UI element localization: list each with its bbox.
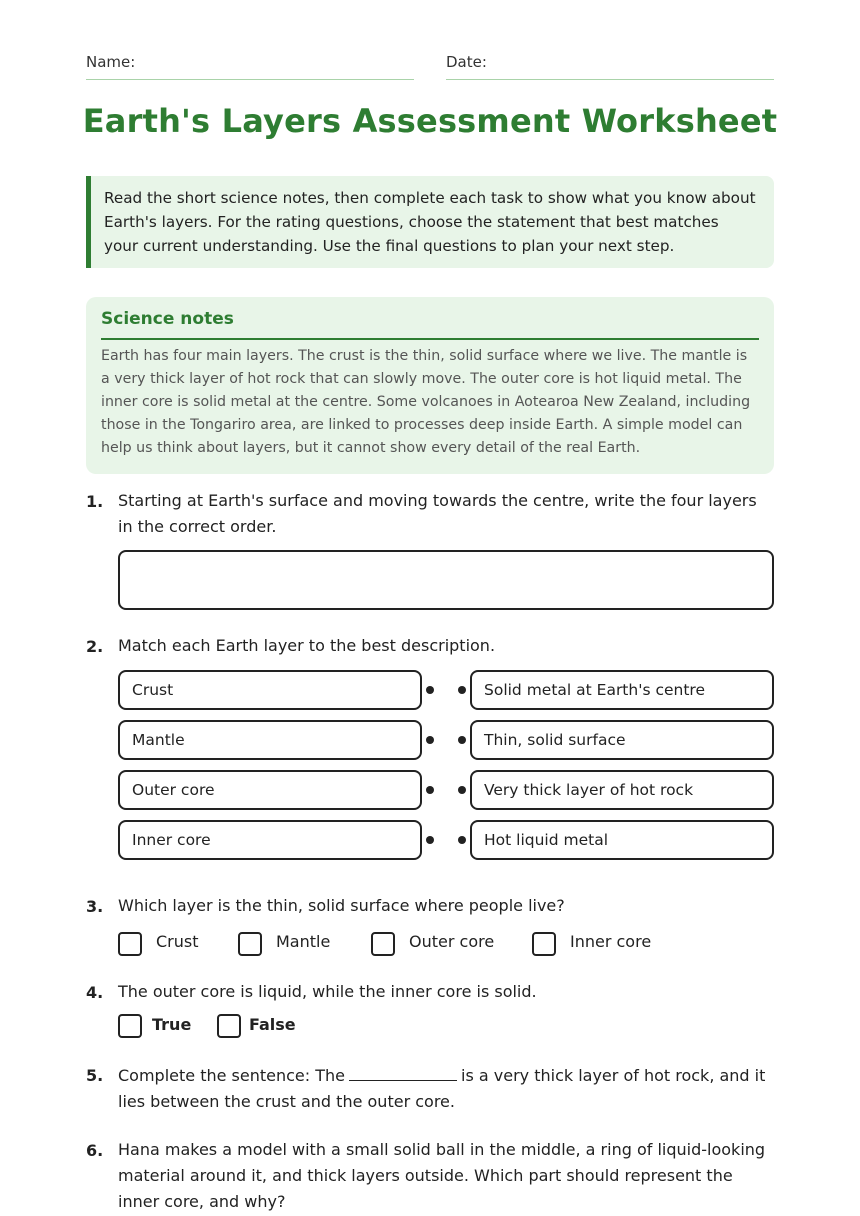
match-right-description[interactable]: Hot liquid metal [470,820,774,860]
q4-option-false: False [249,1015,296,1034]
match-dot-left[interactable] [426,736,434,744]
q5-text [118,1062,774,1115]
q4-option-true: True [152,1015,192,1034]
q3-option-label: Outer core [409,932,495,951]
match-right-description[interactable]: Solid metal at Earth's centre [470,670,774,710]
q3-checkbox-mantle[interactable] [238,932,262,956]
match-left-inner-core[interactable]: Inner core [118,820,422,860]
page-title: Earth's Layers Assessment Worksheet [82,102,778,140]
q5-text-before: Complete the sentence: The [118,1066,345,1085]
q4-checkbox-false[interactable] [217,1014,241,1038]
q3-checkbox-outer-core[interactable] [371,932,395,956]
date-input-line[interactable] [446,79,774,80]
q5-number: 5. [86,1066,104,1085]
date-label: Date: [446,53,487,71]
q1-text: Starting at Earth's surface and moving towards the centre, write the four layers in the correct order. [118,491,757,536]
q3-checkbox-inner-core[interactable] [532,932,556,956]
match-dot-left[interactable] [426,836,434,844]
q3-number: 3. [86,897,104,916]
q3-text: Which layer is the thin, solid surface where people live? [118,896,565,915]
match-dot-left[interactable] [426,786,434,794]
match-right-description[interactable]: Very thick layer of hot rock [470,770,774,810]
name-input-line[interactable] [86,79,414,80]
science-notes-divider [101,338,759,340]
science-notes-heading: Science notes [101,309,234,329]
q1-answer-box[interactable] [118,550,774,610]
match-dot-right[interactable] [458,836,466,844]
q3-option-label: Crust [156,932,199,951]
match-dot-left[interactable] [426,686,434,694]
instructions-box [86,176,774,268]
match-dot-right[interactable] [458,786,466,794]
match-left-crust[interactable]: Crust [118,670,422,710]
match-dot-right[interactable] [458,686,466,694]
q6-text: Hana makes a model with a small solid ball in the middle, a ring of liquid-looking material around it, and thick layers outside. Which part should represent the inner core, and why? [118,1140,766,1211]
science-notes-box [86,297,774,474]
match-right-description[interactable]: Thin, solid surface [470,720,774,760]
name-label: Name: [86,53,136,71]
match-left-outer-core[interactable]: Outer core [118,770,422,810]
q5-text-after: is a very thick layer of hot rock, and it lies between the crust and the outer core. [118,1066,766,1111]
q2-number: 2. [86,637,104,656]
science-notes-body: Earth has four main layers. The crust is the thin, solid surface where we live. The mantle is a very thick layer of hot rock that can slowly move. The outer core is hot liquid metal. The inner core is solid metal at the centre. Some volcanoes in Aotearoa New Zealand, including those in the Tongariro area, are linked to processes deep inside Earth. A simple model can help us think about layers, but it cannot show every detail of the real Earth. [101,348,751,456]
q4-number: 4. [86,983,104,1002]
q3-option-label: Mantle [276,932,331,951]
match-left-mantle[interactable]: Mantle [118,720,422,760]
q3-option-label: Inner core [570,932,652,951]
q4-text: The outer core is liquid, while the inner core is solid. [118,982,537,1001]
match-dot-right[interactable] [458,736,466,744]
q5-blank[interactable] [349,1062,457,1081]
q6-number: 6. [86,1141,104,1160]
q1-number: 1. [86,492,104,511]
q2-text: Match each Earth layer to the best description. [118,636,496,655]
q4-checkbox-true[interactable] [118,1014,142,1038]
instructions-text: Read the short science notes, then complete each task to show what you know about Earth's layers. For the rating questions, choose the statement that best matches your current understanding. Use the final questions to plan your next step. [104,189,756,255]
q3-checkbox-crust[interactable] [118,932,142,956]
